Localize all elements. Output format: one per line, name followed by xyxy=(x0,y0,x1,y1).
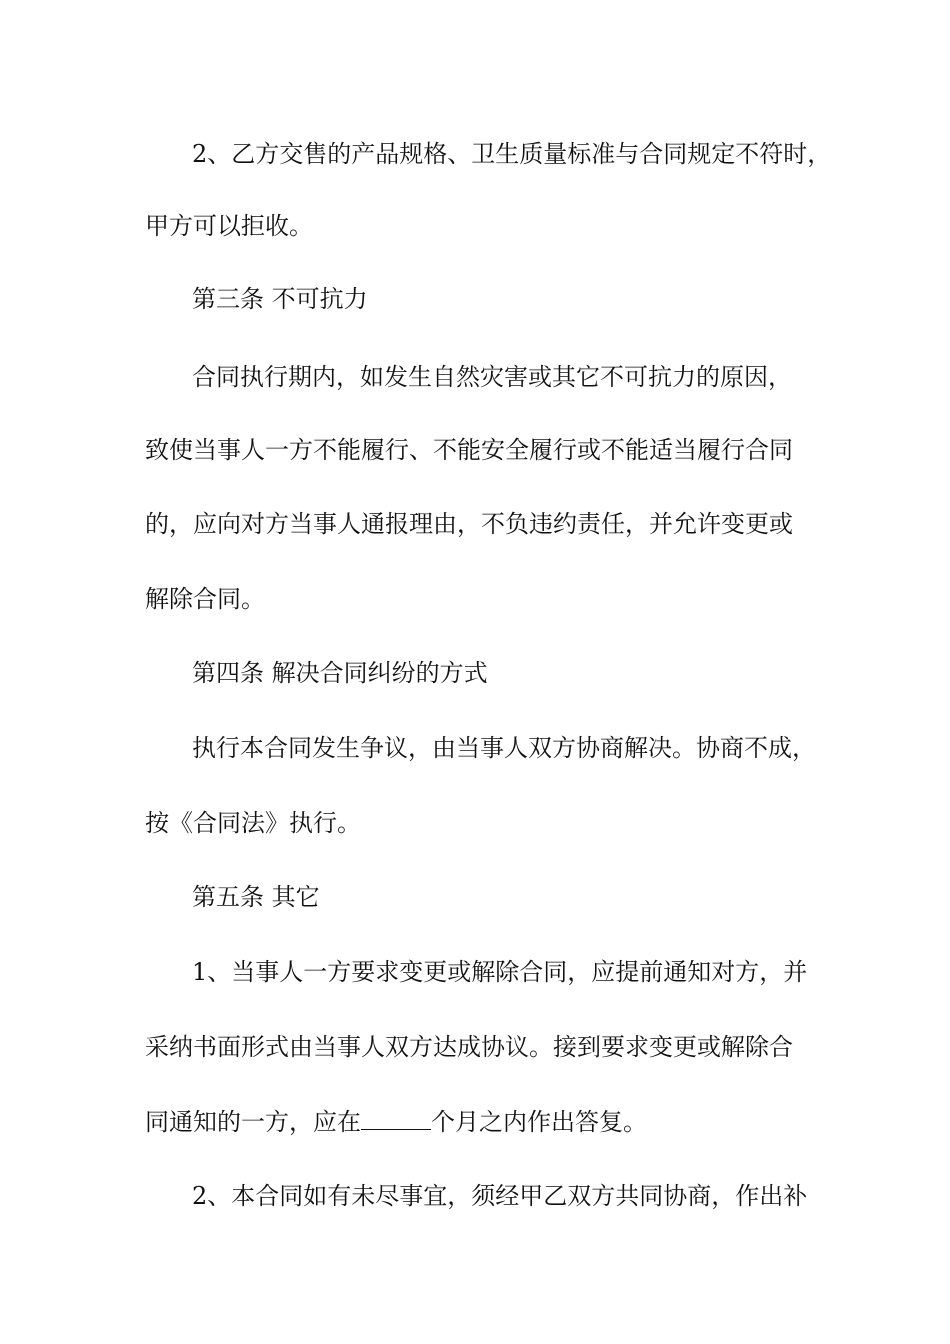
text-line: 2、乙方交售的产品规格、卫生质量标准与合同规定不符时， xyxy=(192,140,832,168)
text-line: 1、当事人一方要求变更或解除合同，应提前通知对方，并 xyxy=(192,958,808,986)
text-segment: 个月之内作出答复。 xyxy=(431,1108,647,1136)
text-line: 的，应向对方当事人通报理由，不负违约责任，并允许变更或 xyxy=(145,510,793,538)
text-line: 采纳书面形式由当事人双方达成协议。接到要求变更或解除合 xyxy=(145,1033,793,1061)
text-line: 合同执行期内，如发生自然灾害或其它不可抗力的原因， xyxy=(192,363,792,391)
text-line: 执行本合同发生争议，由当事人双方协商解决。协商不成， xyxy=(192,734,816,762)
text-line xyxy=(145,1109,647,1134)
text-line: 甲方可以拒收。 xyxy=(145,212,313,240)
text-line: 按《合同法》执行。 xyxy=(145,809,361,837)
text-line: 致使当事人一方不能履行、不能安全履行或不能适当履行合同 xyxy=(145,436,793,464)
fill-in-blank xyxy=(361,1109,431,1130)
section-heading: 第四条 解决合同纠纷的方式 xyxy=(192,659,488,687)
section-heading: 第五条 其它 xyxy=(192,883,320,911)
section-heading: 第三条 不可抗力 xyxy=(192,285,368,313)
text-line: 2、本合同如有未尽事宜，须经甲乙双方共同协商，作出补 xyxy=(192,1182,808,1210)
text-line: 解除合同。 xyxy=(145,585,265,613)
text-segment: 同通知的一方，应在 xyxy=(145,1108,361,1136)
